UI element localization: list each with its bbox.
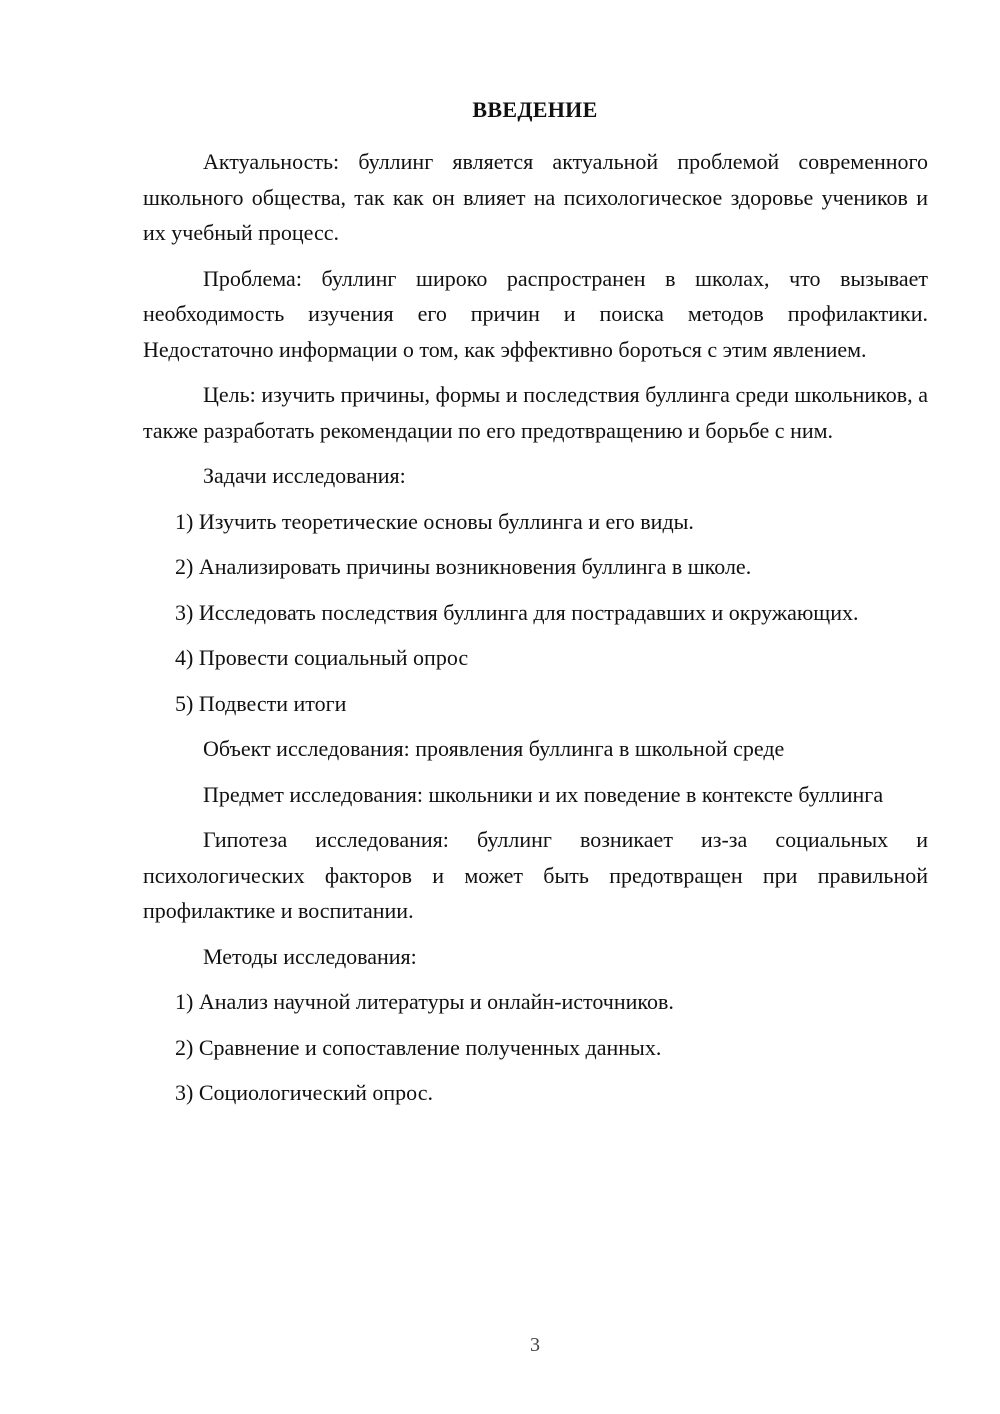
task-item: 4) Провести социальный опрос <box>175 645 469 670</box>
section-heading: ВВЕДЕНИЕ <box>472 97 598 122</box>
task-item: 5) Подвести итоги <box>175 690 347 716</box>
task-item: 2) Анализировать причины возникновения буллинга в школе. <box>175 554 752 579</box>
document-body <box>143 144 928 1121</box>
method-item: 1) Анализ научной литературы и онлайн-источников. <box>175 989 674 1014</box>
object-paragraph: Объект исследования: проявления буллинга в школьной среде <box>203 736 785 761</box>
methods-title: Методы исследования: <box>203 943 417 969</box>
relevance-paragraph: Актуальность: буллинг является актуальной проблемой современного школьного общества, так как он влияет на психологическое здоровье учеников и их учебный процесс. <box>143 149 928 245</box>
hypothesis-paragraph: Гипотеза исследования: буллинг возникает из-за социальных и психологических факторов и может быть предотвращен при правильной профилактике и воспитании. <box>143 827 928 923</box>
method-item: 2) Сравнение и сопоставление полученных данных. <box>175 1034 662 1060</box>
tasks-title: Задачи исследования: <box>203 463 406 488</box>
method-item: 3) Социологический опрос. <box>175 1080 433 1105</box>
subject-paragraph: Предмет исследования: школьники и их поведение в контексте буллинга <box>203 781 884 807</box>
goal-paragraph: Цель: изучить причины, формы и последствия буллинга среди школьников, а также разработать рекомендации по его предотвращению и борьбе с ним. <box>143 382 928 443</box>
page-number: 3 <box>530 1334 540 1356</box>
task-item: 3) Исследовать последствия буллинга для пострадавших и окружающих. <box>175 599 859 625</box>
problem-paragraph: Проблема: буллинг широко распространен в школах, что вызывает необходимость изучения его причин и поиска методов профилактики. Недостаточно информации о том, как эффективно бороться с этим явлением. <box>143 265 928 362</box>
task-item: 1) Изучить теоретические основы буллинга и его виды. <box>175 508 694 534</box>
